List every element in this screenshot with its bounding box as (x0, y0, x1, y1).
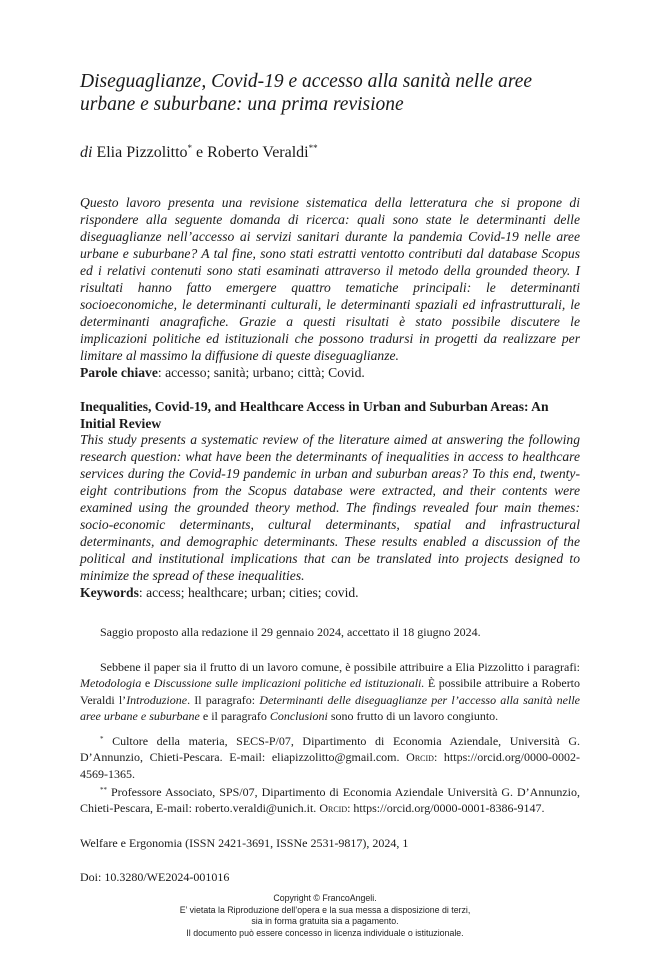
footnote-1-orcid-label: Orcid (406, 750, 434, 765)
footnote-1-orcid-link[interactable]: : https://orcid.org/0000-0002-4569-1365. (80, 750, 581, 781)
keywords-italian-label: Parole chiave (80, 364, 158, 380)
author-1-mark: * (187, 143, 193, 153)
article-title-line2: urbane e suburbane: una prima revisione (80, 94, 404, 115)
footnote-2-orcid-link[interactable]: : https://orcid.org/0000-0001-8386-9147. (347, 801, 545, 816)
submission-dates: Saggio proposto alla redazione il 29 gennaio 2024, accettato il 18 giugno 2024. (100, 625, 481, 639)
footnote-author-1 (80, 731, 580, 782)
copyright-line-1: Copyright © FrancoAngeli. (273, 893, 377, 903)
attribution-italic-5: Conclusioni (269, 709, 328, 724)
copyright-notice (0, 893, 650, 939)
article-title (80, 70, 580, 116)
copyright-line-4: Il documento può essere concesso in licenza individuale o istituzionale. (186, 927, 464, 938)
copyright-line-2: E’ vietata la Riproduzione dell’opera e la sua messa a disposizione di terzi, (179, 904, 471, 915)
copyright-line-3: sia in forma gratuita sia a pagamento. (251, 916, 399, 926)
keywords-italian (80, 365, 365, 380)
attribution-italic-4: Determinanti delle diseguaglianze per l’accesso alla sanità nelle aree urbane e suburbane (80, 692, 580, 724)
journal-citation: Welfare e Ergonomia (ISSN 2421-3691, ISSNe 2531-9817), 2024, 1 (80, 836, 409, 850)
author-1-name: Elia Pizzolitto (96, 144, 188, 161)
abstract-english-text: This study presents a systematic review of the literature aimed at answering the following research question: what have been the determinants of inequalities in access to healthcare services during the Covid-19 pandemic in urban and suburban areas? To this end, twenty-eight contributions from the Scopus database were extracted, and their contents were examined using the grounded theory method. The findings revealed four main themes: socio-economic determinants, cultural determinants, spatial and infrastructural determinants, and demographic determinants. These results enabled a discussion of the political and institutional implications that can be translated into projects designed to minimize the spread of these inequalities. (80, 432, 580, 583)
attribution-text-4: . Il paragrafo: (187, 692, 260, 707)
author-conjunction: e (196, 144, 204, 161)
attribution-text-2: e (141, 676, 154, 691)
doi[interactable]: Doi: 10.3280/WE2024-001016 (80, 870, 230, 884)
attribution-italic-3: Introduzione (126, 692, 188, 707)
attribution-italic-1: Metodologia (80, 676, 142, 691)
author-2-mark: ** (308, 143, 318, 153)
attribution-text-3: È possibile attribuire a Roberto Veraldi l’ (80, 676, 581, 707)
keywords-english-text: : access; healthcare; urban; cities; covid. (138, 584, 359, 600)
attribution-note (80, 659, 580, 725)
abstract-english (80, 432, 580, 602)
footnote-author-2 (80, 782, 580, 817)
author-line (80, 138, 580, 163)
english-title: Inequalities, Covid-19, and Healthcare Access in Urban and Suburban Areas: An Initial Review (80, 399, 549, 431)
keywords-english (80, 585, 359, 600)
keywords-english-label: Keywords (80, 584, 139, 600)
footnote-1-mark: * (100, 735, 104, 743)
keywords-italian-text: : accesso; sanità; urbano; città; Covid. (157, 364, 365, 380)
attribution-italic-2: Discussione sulle implicazioni politiche ed istituzionali. (153, 676, 425, 691)
footnote-2-orcid-label: Orcid (319, 801, 348, 816)
author-prefix: di (80, 144, 93, 161)
abstract-italian-text: Questo lavoro presenta una revisione sistematica della letteratura che si propone di rispondere alla seguente domanda di ricerca: quali sono state le determinanti delle diseguaglianze nell’accesso ai servizi sanitari durante la pandemia Covid-19 nelle aree urbane e suburbane? A tal fine, sono stati estratti ventotto contributi dal database Scopus ed i relativi contenuti sono stati esaminati attraverso il metodo della grounded theory. I risultati hanno fatto emergere quattro tematiche principali: le determinanti socioeconomiche, le determinanti culturali, le determinanti spaziali ed infrastrutturali, le determinanti anagrafiche. Grazie a questi risultati è stato possibile discutere le implicazioni politiche ed istituzionali che possono tradursi in progetti da realizzare per limitare al massimo la diffusione di queste diseguaglianze. (80, 195, 580, 363)
abstract-italian (80, 195, 580, 381)
footnote-1-text: Cultore della materia, SECS-P/07, Dipartimento di Economia Aziendale, Università G. D’Annunzio, Chieti-Pescara. E-mail: eliapizzolitto@gmail.com. (80, 734, 580, 765)
attribution-text-6: sono frutto di un lavoro congiunto. (327, 709, 499, 724)
attribution-text-5: e il paragrafo (199, 709, 270, 724)
attribution-text-1: Sebbene il paper sia il frutto di un lavoro comune, è possibile attribuire a Elia Pizzolitto i paragrafi: (100, 660, 580, 674)
article-title-line1: Diseguaglianze, Covid-19 e accesso alla sanità nelle aree (80, 71, 533, 92)
footnote-2-text: Professore Associato, SPS/07, Dipartimento di Economia Aziendale Università G. D’Annunzio, Chieti-Pescara, E-mail: roberto.veraldi@unich.it. (80, 785, 580, 816)
footnote-2-mark: ** (100, 786, 107, 794)
author-2-name: Roberto Veraldi (207, 144, 309, 161)
